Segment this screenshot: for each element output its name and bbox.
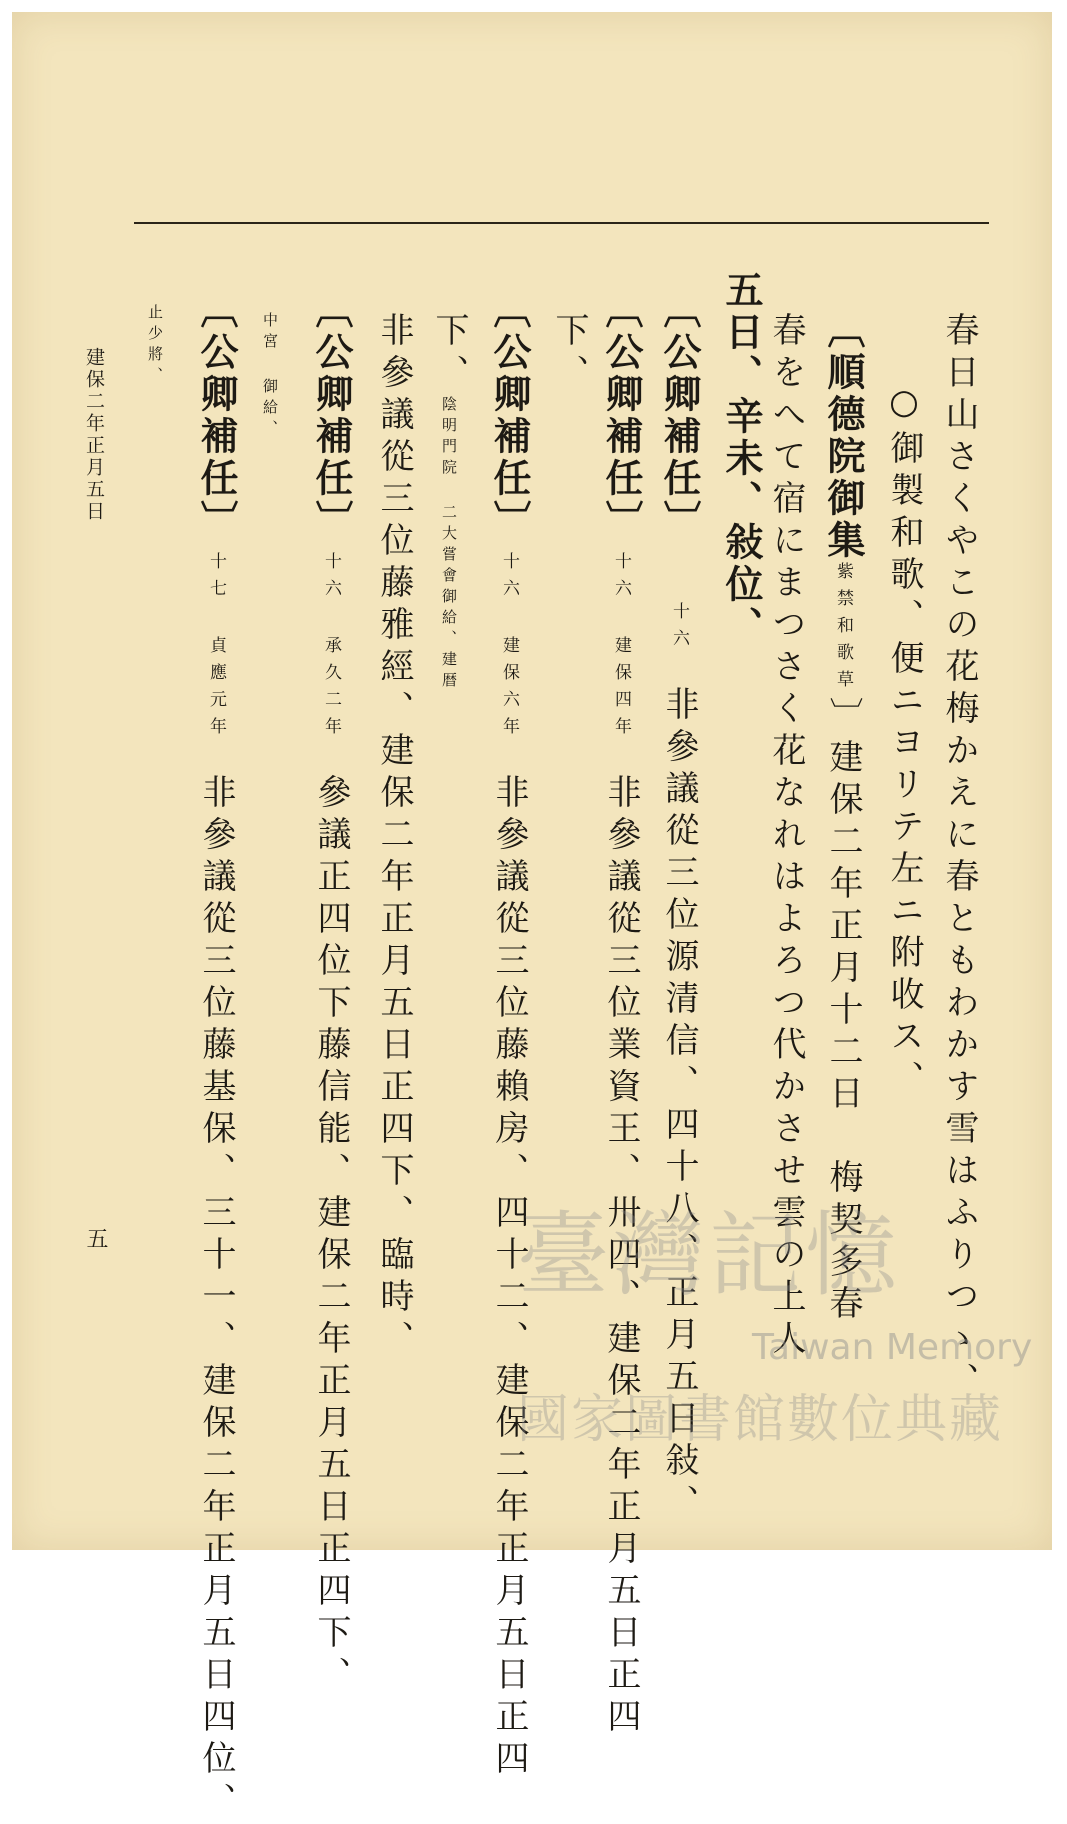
watermark-subtitle: 國家圖書館數位典藏 <box>517 1390 1004 1450</box>
source-title: 〔公卿補任〕 <box>309 290 354 542</box>
text-column-10 <box>429 312 469 693</box>
source-entry: 非參議從三位藤賴房、四十二、建保二年正月五日正四 <box>489 774 529 1782</box>
page-number: 五 <box>83 1227 108 1249</box>
watermark-logo: 臺灣記憶 <box>517 1202 902 1309</box>
annotation-column-15: 止少將、 <box>146 304 164 388</box>
source-title: 〔公卿補任〕 <box>599 290 644 542</box>
text-column-8: 下、 <box>549 312 589 396</box>
text-column-3 <box>821 310 866 1327</box>
margin-title: 建保二年正月五日 <box>83 347 105 523</box>
annotation: 陰明門院 二大嘗會御給、建暦 <box>440 396 458 693</box>
document-page <box>12 12 1052 1824</box>
source-volume: 十七 貞應元年 <box>206 552 226 744</box>
source-entry: 〕建保二年正月十二日 梅契多春 <box>823 697 863 1327</box>
annotation-column-13: 中宮 御給、 <box>261 312 279 441</box>
source-title: 〔順德院御集 <box>821 310 866 562</box>
text-column-2: ○御製和歌、便ニヨリテ左ニ附收ス、 <box>884 382 924 1102</box>
source-entry: 非參議從三位藤基保、三十一、建保二年正月五日四位、 <box>196 774 236 1824</box>
source-volume: 十六 建保四年 <box>611 552 631 744</box>
header-rule <box>134 222 989 224</box>
source-subtitle: 紫禁和歌草 <box>833 562 853 697</box>
source-title: 〔公卿補任〕 <box>657 290 702 542</box>
text-column-7 <box>599 290 644 1740</box>
text-column-1: 春日山さくやこの花梅かえに春ともわかす雪はふりつゝ、 <box>939 312 979 1404</box>
text-column-11: 非參議從三位藤雅經、建保二年正月五日正四下、臨時、 <box>374 312 414 1362</box>
text-fragment: 下、 <box>429 312 469 396</box>
source-title: 〔公卿補任〕 <box>487 290 532 542</box>
source-title: 〔公卿補任〕 <box>194 290 239 542</box>
text-column-6 <box>657 290 702 1526</box>
watermark-english: Taiwan Memory <box>752 1327 1033 1368</box>
text-column-12 <box>309 290 354 1698</box>
source-entry: 非參議從三位業資王、卅四、建保二年正月五日正四 <box>601 774 641 1740</box>
source-volume: 十六 建保六年 <box>499 552 519 744</box>
entry-heading: 五日、辛未、敍位、 <box>719 270 764 648</box>
source-volume: 十六 承久二年 <box>321 552 341 744</box>
source-volume: 十六 <box>669 602 689 656</box>
text-column-9 <box>487 290 532 1782</box>
text-column-14 <box>194 290 239 1824</box>
source-entry: 非參議從三位源清信、四十八、正月五日敍、 <box>659 686 699 1526</box>
text-column-4: 春をへて宿にまつさく花なれはよろつ代かさせ雲の上人 <box>766 312 806 1362</box>
source-entry: 參議正四位下藤信能、建保二年正月五日正四下、 <box>311 774 351 1698</box>
